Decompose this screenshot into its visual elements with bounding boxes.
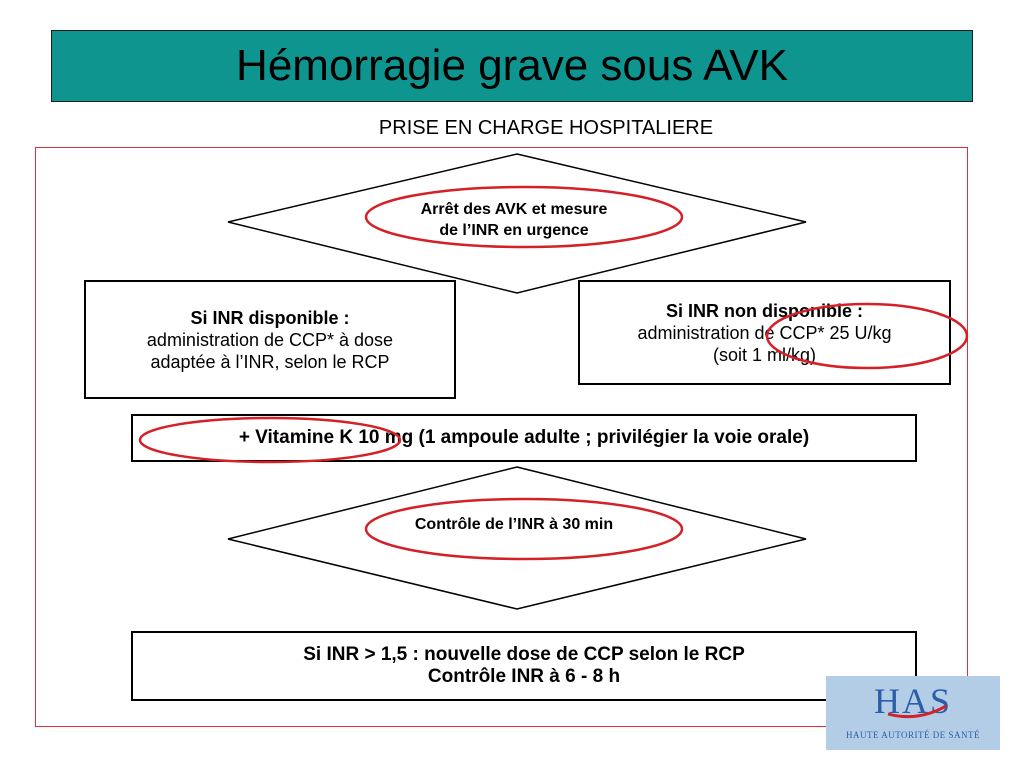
diamond-top-line2: de l’INR en urgence	[439, 222, 589, 239]
vitamin-k-box	[131, 414, 917, 462]
followup-line2: Contrôle INR à 6 - 8 h	[427, 666, 621, 687]
decision-diamond-bottom	[228, 467, 806, 609]
inr-unavailable-line2: (soit 1 ml/kg)	[712, 344, 817, 365]
inr-unavailable-heading: Si INR non disponible :	[666, 300, 863, 321]
diamond-bottom-text: Contrôle de l’INR à 30 min	[414, 516, 614, 533]
has-logo	[826, 676, 1000, 750]
diamond-top-label	[318, 199, 710, 241]
inr-available-box	[84, 280, 456, 399]
followup-line1: Si INR > 1,5 : nouvelle dose de CCP selon le RCP	[303, 644, 745, 665]
diamond-top-line1: Arrêt des AVK et mesure	[420, 201, 608, 218]
inr-unavailable-box	[578, 280, 951, 385]
inr-available-line2: adaptée à l’INR, selon le RCP	[150, 351, 390, 372]
followup-box	[131, 631, 917, 701]
vitamin-k-text: + Vitamine K 10 mg (1 ampoule adulte ; privilégier la voie orale)	[238, 427, 810, 448]
slide-title-text: Hémorragie grave sous AVK	[236, 41, 788, 90]
inr-available-line1: administration de CCP* à dose	[146, 329, 394, 350]
slide-subtitle: PRISE EN CHARGE HOSPITALIERE	[378, 117, 714, 139]
diamond-bottom-label	[318, 514, 710, 535]
has-logo-caption: HAUTE AUTORITÉ DE SANTÉ	[845, 730, 981, 740]
has-logo-letters: HAS	[873, 681, 953, 721]
inr-available-heading: Si INR disponible :	[190, 307, 350, 328]
inr-unavailable-line1: administration de CCP* 25 U/kg	[637, 322, 892, 343]
